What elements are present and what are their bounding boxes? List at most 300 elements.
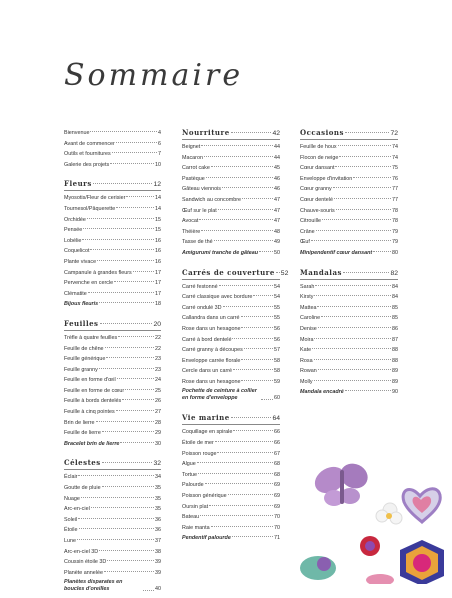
toc-column-2 xyxy=(182,128,289,547)
toc-entry[interactable] xyxy=(64,547,161,558)
toc-entry[interactable] xyxy=(182,438,280,449)
toc-entry[interactable] xyxy=(182,174,280,185)
leader-dots xyxy=(317,306,391,307)
toc-entry[interactable] xyxy=(182,427,280,438)
entry-title: Moira xyxy=(300,336,314,343)
entry-title: Gâteau viennois xyxy=(182,186,221,193)
page-number: 24 xyxy=(155,377,161,384)
entry-title: Planètes disparates en boucles d'oreilles xyxy=(64,579,123,593)
toc-entry[interactable] xyxy=(300,292,398,303)
page-number: 54 xyxy=(274,294,280,301)
page-number: 47 xyxy=(274,207,280,214)
page-number: 82 xyxy=(390,269,398,277)
entry-title: Bienvenue xyxy=(64,130,90,136)
page-number: 7 xyxy=(158,151,161,158)
crochet-motifs-photo xyxy=(300,440,452,584)
page-number: 22 xyxy=(155,334,161,341)
toc-entry[interactable] xyxy=(182,377,280,388)
entry-title: Feuille en forme de cœur xyxy=(64,387,125,394)
leader-dots xyxy=(218,209,273,210)
page-number: 23 xyxy=(155,356,161,363)
toc-entry[interactable] xyxy=(182,470,280,481)
toc-entry[interactable] xyxy=(300,142,398,153)
leader-dots xyxy=(373,251,391,252)
toc-entry[interactable] xyxy=(300,335,398,346)
toc-entry[interactable] xyxy=(64,375,161,386)
entry-title: Carré festonné xyxy=(182,283,218,290)
toc-entry[interactable] xyxy=(300,248,398,259)
entry-title: Avant de commencer xyxy=(64,140,115,147)
page-number: 56 xyxy=(274,336,280,343)
toc-section-heading[interactable] xyxy=(64,319,161,331)
entry-title: Sandwich au concombre xyxy=(182,196,242,203)
toc-entry[interactable] xyxy=(300,184,398,195)
section-title: Célestes xyxy=(64,458,101,468)
toc-entry[interactable] xyxy=(64,278,161,289)
page-number: 17 xyxy=(155,280,161,287)
toc-section-heading[interactable] xyxy=(64,458,161,470)
entry-title: Citrouille xyxy=(300,218,321,225)
entry-title: Nuage xyxy=(64,495,80,502)
leader-dots xyxy=(211,166,273,167)
page-number: 16 xyxy=(155,248,161,255)
page-number: 87 xyxy=(392,336,398,343)
page-number: 85 xyxy=(392,315,398,322)
toc-entry[interactable] xyxy=(182,387,280,404)
page-number: 50 xyxy=(274,249,280,256)
page-number: 15 xyxy=(155,216,161,223)
toc-entry[interactable] xyxy=(182,459,280,470)
leader-dots xyxy=(312,348,391,349)
toc-entry[interactable] xyxy=(300,153,398,164)
leader-dots xyxy=(318,369,391,370)
toc-entry[interactable] xyxy=(64,160,161,171)
entry-title: Rose dans un hexagone xyxy=(182,325,241,332)
entry-title: Kate xyxy=(300,347,312,354)
leader-dots xyxy=(82,239,154,240)
page-number: 77 xyxy=(392,186,398,193)
entry-title: Raie manta xyxy=(182,524,210,531)
toc-entry[interactable] xyxy=(300,324,398,335)
toc-section-heading[interactable] xyxy=(300,268,398,280)
leader-dots xyxy=(78,518,154,519)
entry-title: Feuille granny xyxy=(64,366,98,373)
entry-title: Feuille à cinq pointes xyxy=(64,409,115,416)
toc-entry[interactable] xyxy=(182,248,280,259)
leader-dots xyxy=(93,183,153,184)
toc-entry[interactable] xyxy=(182,292,280,303)
entry-title: Arc-en-ciel 3D xyxy=(64,548,99,555)
leader-dots xyxy=(133,271,154,272)
page-number: 79 xyxy=(392,239,398,246)
entry-title: Poisson rouge xyxy=(182,450,217,457)
toc-column-1 xyxy=(64,128,161,598)
entry-title: Enveloppe d'invitation xyxy=(300,175,353,182)
toc-entry[interactable] xyxy=(64,439,161,450)
toc-entry[interactable] xyxy=(64,386,161,397)
leader-dots xyxy=(100,323,153,324)
toc-entry[interactable] xyxy=(182,480,280,491)
page-number: 16 xyxy=(155,258,161,265)
heart-motif xyxy=(403,489,440,522)
page-number: 70 xyxy=(274,514,280,521)
leader-dots xyxy=(77,539,154,540)
entry-title: Denise xyxy=(300,325,317,332)
leader-dots xyxy=(316,230,391,231)
entry-title: Lune xyxy=(64,538,76,544)
entry-title: Poisson générique xyxy=(182,493,227,500)
entry-title: Rowan xyxy=(300,368,317,375)
toc-entry[interactable] xyxy=(64,149,161,160)
page-number: 30 xyxy=(155,440,161,447)
leader-dots xyxy=(198,473,273,474)
toc-entry[interactable] xyxy=(182,491,280,502)
toc-entry[interactable] xyxy=(64,407,161,418)
page-number: 34 xyxy=(155,474,161,481)
toc-entry[interactable] xyxy=(64,204,161,215)
leader-dots xyxy=(125,389,154,390)
leader-dots xyxy=(117,378,154,379)
page-number: 86 xyxy=(392,325,398,332)
toc-entry[interactable] xyxy=(182,313,280,324)
entry-title: Œuf xyxy=(300,239,310,246)
entry-title: Feuille de lierre xyxy=(64,430,101,437)
toc-entry[interactable] xyxy=(64,418,161,429)
page-number: 38 xyxy=(155,548,161,555)
toc-entry[interactable] xyxy=(182,237,280,248)
toc-entry[interactable] xyxy=(182,523,280,534)
page-number: 67 xyxy=(274,450,280,457)
entry-title: Œuf sur le plat xyxy=(182,207,217,214)
entry-title: Myosotis/Fleur de cerisier xyxy=(64,195,126,202)
leader-dots xyxy=(78,475,154,476)
section-title: Occasions xyxy=(300,128,344,137)
toc-entry[interactable] xyxy=(182,303,280,314)
leader-dots xyxy=(259,251,273,252)
leader-dots xyxy=(217,452,273,453)
page-number: 36 xyxy=(155,527,161,534)
entry-title: Feuille à bords dentelés xyxy=(64,398,122,405)
toc-entry[interactable] xyxy=(64,246,161,257)
page-number: 68 xyxy=(274,471,280,478)
toc-entry[interactable] xyxy=(300,206,398,217)
section-title: Carrés de couverture xyxy=(182,267,275,277)
entry-title: Sarah xyxy=(300,283,315,290)
leader-dots xyxy=(222,187,273,188)
page-number: 14 xyxy=(155,205,161,212)
page-number: 84 xyxy=(392,283,398,290)
entry-title: Coussin étoile 3D xyxy=(64,559,107,566)
leader-dots xyxy=(333,187,391,188)
toc-entry[interactable] xyxy=(64,354,161,365)
toc-entry[interactable] xyxy=(64,494,161,505)
leader-dots xyxy=(199,219,273,220)
toc-entry[interactable] xyxy=(64,472,161,483)
entry-title: Planète annelée xyxy=(64,569,103,576)
entry-title: Feuille en forme d'œil xyxy=(64,377,116,384)
toc-entry[interactable] xyxy=(64,536,161,547)
leader-dots xyxy=(204,156,273,157)
leader-dots xyxy=(244,348,273,349)
entry-title: Pendentif palourde xyxy=(182,535,231,542)
leader-dots xyxy=(79,528,155,529)
leader-dots xyxy=(116,207,154,208)
page-number: 35 xyxy=(155,495,161,502)
entry-title: Carré granny à découpes xyxy=(182,347,243,354)
toc-entry[interactable] xyxy=(182,356,280,367)
leader-dots xyxy=(107,560,154,561)
entry-title: Coquelicot xyxy=(64,248,90,255)
leader-dots xyxy=(315,285,391,286)
page-number: 69 xyxy=(274,503,280,510)
leader-dots xyxy=(322,219,391,220)
page-number: 48 xyxy=(274,228,280,235)
leader-dots xyxy=(353,177,391,178)
leader-dots xyxy=(223,306,273,307)
page-number: 69 xyxy=(274,482,280,489)
leader-dots xyxy=(241,327,273,328)
entry-title: Macaron xyxy=(182,154,203,161)
entry-title: Carrot cake xyxy=(182,165,210,172)
page-number: 46 xyxy=(274,175,280,182)
toc-entry[interactable] xyxy=(182,324,280,335)
toc-entry[interactable] xyxy=(64,396,161,407)
entry-title: Callandra dans un carré xyxy=(182,315,240,322)
page-number: 68 xyxy=(274,461,280,468)
page-number: 54 xyxy=(274,283,280,290)
page-number: 46 xyxy=(274,186,280,193)
toc-entry[interactable] xyxy=(300,195,398,206)
toc-entry[interactable] xyxy=(64,299,161,310)
toc-section-heading[interactable] xyxy=(182,128,280,140)
leader-dots xyxy=(120,442,154,443)
toc-entry[interactable] xyxy=(300,313,398,324)
toc-entry[interactable] xyxy=(182,163,280,174)
page-number: 35 xyxy=(155,506,161,513)
page-number: 89 xyxy=(392,378,398,385)
entry-title: Plante vivace xyxy=(64,258,97,265)
leader-dots xyxy=(102,462,153,463)
toc-entry[interactable] xyxy=(64,139,161,150)
toc-entry[interactable] xyxy=(64,236,161,247)
toc-entry[interactable] xyxy=(182,282,280,293)
page-number: 28 xyxy=(155,419,161,426)
page-number: 71 xyxy=(274,535,280,542)
page-number: 17 xyxy=(155,290,161,297)
toc-entry[interactable] xyxy=(64,578,161,595)
leader-dots xyxy=(219,285,273,286)
entry-title: Étoile xyxy=(64,527,78,534)
toc-entry[interactable] xyxy=(64,268,161,279)
entry-title: Cœur dentelé xyxy=(300,196,333,203)
entry-title: Crâne xyxy=(300,228,315,235)
toc-entry[interactable] xyxy=(300,163,398,174)
toc-entry[interactable] xyxy=(182,345,280,356)
toc-entry[interactable] xyxy=(300,366,398,377)
toc-entry[interactable] xyxy=(182,153,280,164)
toc-entry[interactable] xyxy=(182,502,280,513)
leader-dots xyxy=(105,347,154,348)
toc-entry[interactable] xyxy=(182,142,280,153)
leader-dots xyxy=(228,494,273,495)
leader-dots xyxy=(102,431,154,432)
toc-entry[interactable] xyxy=(300,237,398,248)
page-number: 35 xyxy=(155,485,161,492)
entry-title: Oursin plat xyxy=(182,503,209,510)
page-number: 25 xyxy=(155,387,161,394)
page-number: 39 xyxy=(155,559,161,566)
toc-entry[interactable] xyxy=(64,344,161,355)
page-number: 39 xyxy=(155,569,161,576)
entry-title: Cœur granny xyxy=(300,186,332,193)
leader-dots xyxy=(233,369,273,370)
page-number: 58 xyxy=(274,368,280,375)
toc-entry[interactable] xyxy=(182,195,280,206)
leader-dots xyxy=(345,390,391,391)
toc-section-heading[interactable] xyxy=(64,179,161,191)
page-number: 47 xyxy=(274,196,280,203)
leader-dots xyxy=(314,380,391,381)
page-number: 49 xyxy=(274,239,280,246)
toc-entry[interactable] xyxy=(64,483,161,494)
toc-entry[interactable] xyxy=(64,225,161,236)
toc-entry[interactable] xyxy=(300,387,398,398)
toc-section-heading[interactable] xyxy=(182,267,289,280)
toc-section-heading[interactable] xyxy=(182,413,280,425)
entry-title: Palourde xyxy=(182,482,204,489)
toc-section xyxy=(182,413,280,544)
toc-entry[interactable] xyxy=(64,215,161,226)
page-number: 18 xyxy=(155,301,161,308)
entry-title: Flocon de neige xyxy=(300,154,339,161)
toc-entry[interactable] xyxy=(182,335,280,346)
leader-dots xyxy=(87,218,154,219)
leader-dots xyxy=(99,368,154,369)
toc-entry[interactable] xyxy=(64,568,161,579)
leader-dots xyxy=(314,359,391,360)
toc-section xyxy=(182,128,280,259)
leader-dots xyxy=(321,316,391,317)
toc-entry[interactable] xyxy=(64,504,161,515)
leader-dots xyxy=(96,421,154,422)
toc-entry[interactable] xyxy=(182,184,280,195)
leader-dots xyxy=(345,132,389,133)
toc-section xyxy=(64,458,161,595)
entry-title: Étoile de mer xyxy=(182,440,214,447)
leader-dots xyxy=(114,281,154,282)
page-number: 27 xyxy=(155,409,161,416)
toc-entry[interactable] xyxy=(182,206,280,217)
toc-entry[interactable] xyxy=(64,365,161,376)
entry-title: Caroline xyxy=(300,315,321,322)
leader-dots xyxy=(91,507,154,508)
toc-entry[interactable] xyxy=(300,174,398,185)
page-number: 58 xyxy=(274,357,280,364)
toc-entry[interactable] xyxy=(300,216,398,227)
leader-dots xyxy=(334,198,391,199)
page-number: 66 xyxy=(274,440,280,447)
leader-dots xyxy=(143,590,154,591)
page-number: 85 xyxy=(392,304,398,311)
leader-dots xyxy=(231,417,272,418)
toc-section xyxy=(182,267,289,405)
toc-entry[interactable] xyxy=(300,377,398,388)
toc-section xyxy=(64,179,161,310)
entry-title: Théière xyxy=(182,228,201,235)
entry-title: Carré classique avec bordure xyxy=(182,294,253,301)
toc-entry[interactable] xyxy=(300,345,398,356)
toc-section xyxy=(64,128,161,170)
toc-entry[interactable] xyxy=(300,356,398,367)
section-title: Feuilles xyxy=(64,318,99,328)
entry-title: Tortue xyxy=(182,471,197,478)
toc-entry[interactable] xyxy=(64,289,161,300)
page-number: 77 xyxy=(392,196,398,203)
entry-title: Galerie des projets xyxy=(64,161,110,168)
page-number: 57 xyxy=(274,347,280,354)
entry-title: Mandala encadré xyxy=(300,389,344,396)
toc-entry[interactable] xyxy=(64,557,161,568)
page-number: 17 xyxy=(155,269,161,276)
toc-entry[interactable] xyxy=(64,128,161,139)
leader-dots xyxy=(335,166,391,167)
leader-dots xyxy=(241,359,273,360)
toc-entry[interactable] xyxy=(182,533,280,544)
toc-entry[interactable] xyxy=(300,282,398,293)
page-number: 26 xyxy=(155,398,161,405)
toc-entry[interactable] xyxy=(64,193,161,204)
toc-entry[interactable] xyxy=(64,257,161,268)
toc-section-heading[interactable] xyxy=(300,128,398,140)
toc-entry[interactable] xyxy=(300,227,398,238)
toc-section xyxy=(64,319,161,450)
page-number: 42 xyxy=(272,130,280,137)
entry-title: Molly xyxy=(300,378,313,385)
leader-dots xyxy=(253,295,273,296)
toc-entry[interactable] xyxy=(64,428,161,439)
toc-entry[interactable] xyxy=(300,303,398,314)
page-number: 4 xyxy=(158,130,161,136)
toc-entry[interactable] xyxy=(182,216,280,227)
leader-dots xyxy=(99,302,154,303)
toc-entry[interactable] xyxy=(64,525,161,536)
page-number: 66 xyxy=(274,429,280,436)
leader-dots xyxy=(211,526,273,527)
leader-dots xyxy=(201,145,273,146)
toc-entry[interactable] xyxy=(64,515,161,526)
leader-dots xyxy=(261,399,273,400)
leader-dots xyxy=(116,142,157,143)
toc-entry[interactable] xyxy=(182,512,280,523)
toc-entry[interactable] xyxy=(182,449,280,460)
toc-entry[interactable] xyxy=(182,227,280,238)
toc-entry[interactable] xyxy=(64,333,161,344)
entry-title: Mattea xyxy=(300,304,317,311)
leader-dots xyxy=(231,132,272,133)
leader-dots xyxy=(314,338,391,339)
toc-entry[interactable] xyxy=(182,366,280,377)
page-number: 55 xyxy=(274,304,280,311)
page-number: 29 xyxy=(155,430,161,437)
page-number: 75 xyxy=(392,165,398,172)
page-number: 44 xyxy=(274,154,280,161)
page-number: 76 xyxy=(392,175,398,182)
page-number: 10 xyxy=(155,161,161,168)
entry-title: Feuille générique xyxy=(64,356,106,363)
entry-title: Orchidée xyxy=(64,216,86,223)
toc-section xyxy=(300,128,398,259)
entry-title: Carré à bord dentelé xyxy=(182,336,232,343)
